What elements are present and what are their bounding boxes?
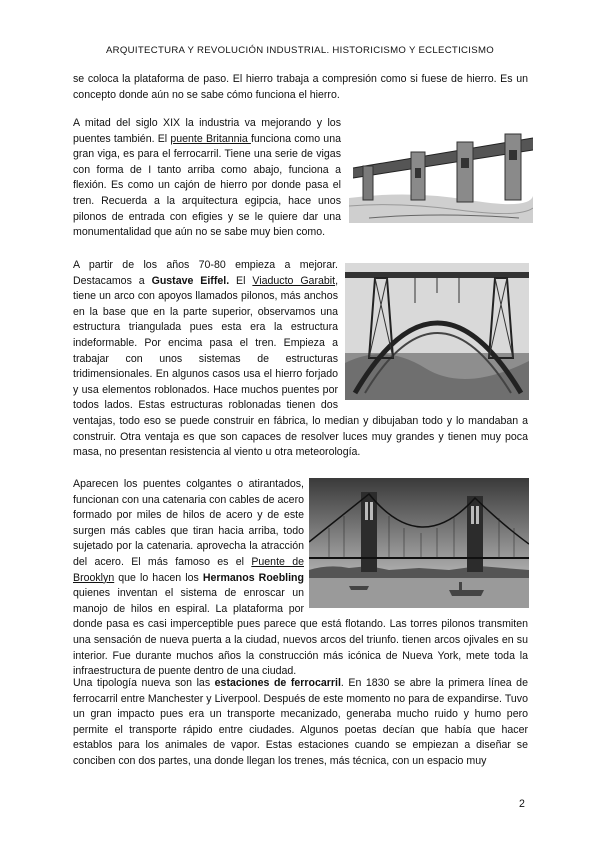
page-header: ARQUITECTURA Y REVOLUCIÓN INDUSTRIAL. HISTORICISMO Y ECLECTICISMO	[105, 45, 495, 56]
britannia-bridge-image	[349, 128, 533, 223]
paragraph-britannia: A mitad del siglo XIX la industria va mejorando y los puentes también. El puente Britannia funciona como una gran viga, es para el ferrocarril. Tiene una serie de vigas con forma de I tanto arriba como abajo, funciona a flexión. Es como un cajón de hierro por donde pasa el tren. Recuerda a la arquitectura egipcia, hace unos pilonos de entrada con efigies y se le quiere dar una monumentalidad que aún no se sabe muy bien como.	[73, 117, 341, 239]
float-spacer-2	[304, 477, 528, 604]
paragraph-garabit: A partir de los años 70-80 empieza a mejorar. Destacamos a Gustave Eiffel. El Viaducto Garabit, tiene un arco con apoyos llamados pilonos, más anchos en la base que en la parte superior, observamos una estructura triangulada pues esta era la estructura indeformable. Por encima pasa el tren. Empieza a trabajar con unos sistemas de estructuras tridimensionales. En algunos casos usa el hierro forjado y usa elementos roblonados. Hace muchos puentes por todos lados. Estas estructuras roblonadas tienen dos ventajas, todo eso se puede construir en fábrica, lo median y dibujaban todo y lo mandaban a construir. Otra ventaja es que son capaces de resolver luces muy grandes y tienen muy poca masa, no presentan resistencia al viento u otra meteorología.	[73, 259, 528, 459]
garabit-viaduct-link[interactable]: Viaducto Garabit	[252, 274, 336, 287]
paragraph-stations: Una tipología nueva son las estaciones de ferrocarril. En 1830 se abre la primera línea de ferrocarril entre Manchester y Liverpool. Después de este momento no para de expandirse. Tuvo un gran impacto pues era un transporte mecanizado, generaba mucho ruido y humo pero permite el transporte rápido entre ciudades. Algunos poetas decían que había que hacer establos para los animales de vapor. Estas estaciones cuando se empiezan a diseñar se conciben con dos partes, una donde llegan los trenes, más técnica, con un espacio muy	[73, 677, 528, 767]
stations-term: estaciones de ferrocarril	[214, 677, 341, 689]
paragraph-intro: se coloca la plataforma de paso. El hierro trabaja a compresión como si fuese de hierro. Es un concepto donde aún no se sabe cómo funciona el hierro.	[73, 73, 528, 101]
paragraph-brooklyn: Aparecen los puentes colgantes o atirantados, funcionan con una catenaria con cables de acero formado por miles de hilos de acero y de este surgen más cables que tiran hacia arriba, todo sujetado por la catenaria. aprovecha la atracción del acero. El más famoso es el Puente de Brooklyn que lo hacen los Hermanos Roebling quienes inventan el sistema de enroscar un manojo de hilos en espiral. La plataforma por donde pasa es casi imperceptible pues parece que está flotando. Las torres pilonos transmiten una sensación de nueva puerta a la ciudad, nuevos arcos del triunfo. tienen arcos ojivales en su interior. Fue durante muchos años la construcción más icónica de Nueva York, mete toda la infraestructura de puente dentro de una ciudad.	[73, 478, 528, 678]
brooklyn-bridge-link[interactable]: Puente de Brooklyn	[73, 555, 304, 584]
eiffel-name: Gustave Eiffel.	[151, 274, 230, 287]
britannia-bridge-link[interactable]: puente Britannia	[170, 132, 251, 145]
float-spacer	[338, 258, 528, 400]
page-number: 2	[519, 798, 525, 810]
roebling-name: Hermanos Roebling	[202, 571, 304, 584]
